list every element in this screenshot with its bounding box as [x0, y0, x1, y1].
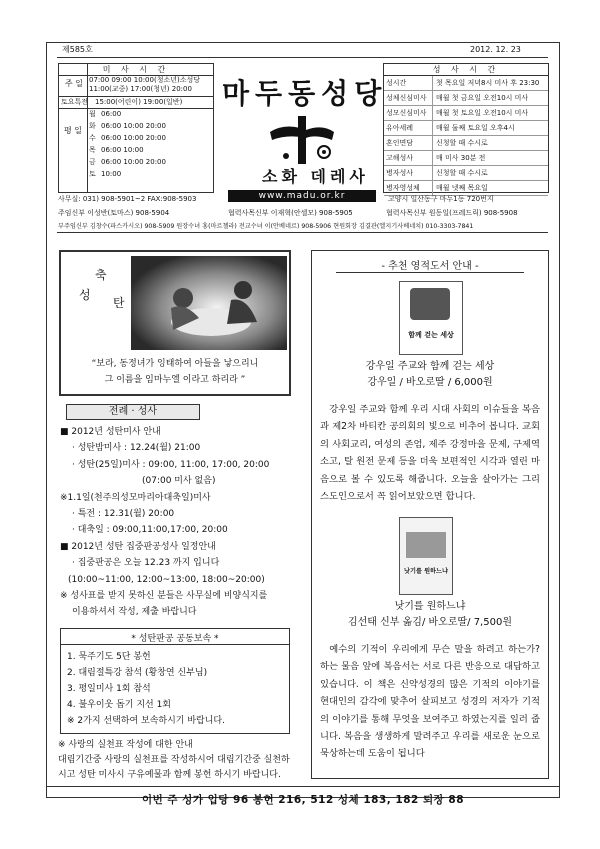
liturgy-item: ※ 성사표를 받지 못하신 분들은 사무실에 비양식지를: [60, 591, 268, 602]
weekday-list: [89, 110, 166, 182]
sacrament-value: 매월 첫 토요일 오전10시 미사: [436, 109, 529, 117]
penance-item: 1. 묵주기도 5단 봉헌: [67, 652, 151, 662]
sacrament-value: 매 미사 30분 전: [436, 154, 486, 162]
penance-item: 2. 대림절특강 참석 (황창연 신부님): [67, 668, 208, 678]
sacrament-row: [384, 181, 548, 196]
liturgy-item: · 성탄밤미사 : 12.24(월) 21:00: [72, 443, 201, 454]
sacrament-row: [384, 151, 548, 166]
sacrament-value: 신청할 때 수시로: [436, 169, 488, 177]
sacrament-label: 유아세례: [384, 121, 433, 135]
weekday-row: [89, 134, 166, 146]
sacrament-label: 성시간: [384, 76, 433, 90]
penance-item: 4. 불우이웃 돕기 지선 1회: [67, 700, 172, 710]
weekday-day: 금: [89, 158, 96, 166]
saturday-times: 15:00(어린이) 19:00(일반): [95, 98, 183, 106]
banner-quote-1: “보라, 동정녀가 잉태하여 아들을 낳으리니: [91, 359, 259, 369]
weekday-times: 06:00: [101, 110, 122, 118]
penance-title: * 성탄판공 공동보속 *: [61, 629, 289, 645]
church-subtitle: 소화 데레사: [262, 167, 369, 186]
liturgy-item: · 대축일 : 09:00,11:00,17:00, 20:00: [72, 525, 228, 536]
mass-schedule-box: [58, 63, 214, 193]
book2-cover-title: 낫기를 원하느냐: [404, 568, 448, 575]
sacrament-label: 혼인면담: [384, 136, 433, 150]
weekday-day: 목: [89, 146, 96, 154]
sacrament-value: 매월 넷째 목요일: [436, 184, 488, 192]
weekday-times: 06:00 10:00: [101, 146, 144, 154]
sacrament-row: [384, 166, 548, 181]
liturgy-title: 전례 · 성사: [66, 404, 200, 420]
penance-list: [67, 649, 225, 729]
weekday-times: 06:00 10:00 20:00: [101, 122, 166, 130]
penance-box: [60, 628, 290, 734]
note-line: 대림기간중 사랑의 실천표를 작성하시어 대림기간중 실천하: [58, 755, 290, 765]
contact-assistant-2: 협력사목신부 원동일(프레드릭) 908-5908: [386, 209, 518, 217]
sacrament-row: [384, 106, 548, 121]
issue-date: 2012. 12. 23: [470, 45, 521, 54]
header-rule: [57, 57, 548, 58]
book-box: [311, 250, 549, 779]
contact-line-2: 부주임신부 김창수(파스카시오) 908-5909 원장수녀 홍(마르첼라) 전교수녀 이(안베네르) 908-5906 현원회장 김결관(엘지기사베네치) 010-3303-7841: [58, 223, 474, 230]
weekday-row: [89, 122, 166, 134]
penance-item: 3. 평일미사 1회 참석: [67, 684, 151, 694]
weekday-row: [89, 170, 166, 182]
book2-art-icon: [406, 532, 446, 558]
liturgy-item: (10:00~11:00, 12:00~13:00, 18:00~20:00): [68, 574, 265, 585]
contacts-rule: [57, 232, 548, 233]
penance-item: ※ 2가지 선택하여 보속하시기 바랍니다.: [67, 716, 225, 726]
note-list: [58, 738, 290, 783]
book1-photo-icon: [410, 288, 450, 320]
book1-description: 강우일 주교와 함께 우리 시대 사회의 이슈들을 복음과 제2차 바티칸 공의회의 빛으로 비추어 봅니다. 교회의 사회교리, 여성의 존엄, 제주 강정마을 문제, 구제역 소고, 탈 원전 문제 등을 더욱 보편적인 시각과 열린 마음으로 볼 수 있도록 해줍니다. 오늘을 살아가는 그리스도인으로서 꼭 읽어보았으면 합니다.: [320, 404, 540, 503]
liturgy-item: (07:00 미사 없음): [142, 476, 216, 487]
issue-number: 제585호: [62, 45, 93, 54]
liturgy-item: ■ 2012년 성탄미사 안내: [60, 427, 161, 437]
sacrament-label: 성체신심미사: [384, 91, 433, 105]
cross-logo-icon: [266, 110, 336, 166]
liturgy-list: [60, 424, 269, 621]
weekday-day: 수: [89, 134, 96, 142]
sacrament-value: 첫 목요일 저녁8시 미사 후 23:30: [436, 79, 540, 87]
church-name: 마두동성당: [222, 77, 388, 110]
sacrament-box: [383, 63, 549, 193]
sunday-label: 주 일: [65, 79, 83, 88]
christmas-banner: [59, 250, 291, 396]
saturday-label: 토요특전: [61, 98, 89, 106]
sacrament-row: [384, 121, 548, 136]
sacrament-title: 성 사 시 간: [384, 64, 548, 76]
office-phone: 사무실: 031) 908-5901~2 FAX:908-5903: [58, 195, 197, 203]
book1-author: 강우일 / 바오로딸 / 6,000원: [367, 377, 493, 388]
sunday-times: 07:00 09:00 10:00(청소년)소성당 11:00(교중) 17:00(청년) 20:00: [89, 76, 201, 93]
liturgy-item: ※1.1일(천주의성모마리아대축일)미사: [60, 492, 211, 503]
note-line: ※ 사랑의 실천표 작성에 대한 안내: [58, 740, 193, 750]
sacrament-label: 성모신심미사: [384, 106, 433, 120]
sacrament-row: [384, 136, 548, 151]
banner-char-3: 축: [95, 268, 107, 282]
liturgy-item: · 성탄(25일)미사 : 09:00, 11:00, 17:00, 20:00: [72, 459, 270, 470]
church-address: 고양시 일산동구 마두1동 720번지: [388, 195, 494, 203]
sacrament-row: [384, 91, 548, 106]
website-link[interactable]: www.madu.or.kr: [228, 190, 376, 202]
liturgy-item: · 집중판공은 오늘 12.23 까지 입니다: [72, 558, 220, 569]
note-line: 시고 성탄 미사시 구유예물과 함께 봉헌 하시기 바랍니다.: [58, 770, 281, 780]
weekday-row: [89, 110, 166, 122]
book2-author: 김선태 신부 옮김/ 바오로딸/ 7,500원: [347, 617, 512, 628]
book2-title: 낫기를 원하느냐: [394, 601, 466, 612]
sacrament-value: 매월 둘째 토요일 오후4시: [436, 124, 515, 132]
banner-quote-2: 그 이름을 임마누엘 이라고 하리라 ”: [104, 375, 246, 385]
book2-description: 예수의 기적이 우리에게 무슨 말을 하려고 하는가? 하는 물음 앞에 복음서는 서로 다른 반응으로 대답하고 있습니다. 이 책은 신약성경의 많은 기적의 이야기를 현대인의 감각에 맞추어 살피보고 성경의 저자가 기적의 이야기를 통해 무엇을 보여주고 하였는지를 일러 줍니다. 복음을 생생하게 말려주고 우리를 새로운 눈으로 묵상하는데 도움이 됩니다: [320, 644, 540, 760]
book1-cover-title: 함께 걷는 세상: [408, 331, 454, 339]
weekday-times: 06:00 10:00 20:00: [101, 158, 166, 166]
book-box-title: - 추천 영적도서 안내 -: [381, 261, 479, 272]
sacrament-value: 신청할 때 수시로: [436, 139, 488, 147]
sacrament-label: 병자성사: [384, 166, 433, 180]
weekday-day: 화: [89, 122, 96, 130]
weekday-label: 평 일: [64, 126, 82, 135]
weekday-day: 월: [89, 110, 96, 118]
sacrament-label: 고해성사: [384, 151, 433, 165]
sacrament-row: [384, 76, 548, 91]
contact-assistant-1: 협력사목신부 이재혁(안셀모) 908-5905: [228, 209, 353, 217]
liturgy-item: · 특전 : 12.31(월) 20:00: [72, 509, 175, 520]
weekday-day: 토: [89, 170, 96, 178]
contact-pastor: 주임신부 이성반(토마스) 908-5904: [58, 209, 170, 217]
book1-title: 강우일 주교와 함께 걷는 세상: [365, 361, 495, 372]
weekday-row: [89, 158, 166, 170]
sacrament-list: [384, 76, 548, 196]
liturgy-item: 이용하셔서 작성, 제출 바랍니다: [72, 607, 197, 618]
weekday-times: 06:00 10:00 20:00: [101, 134, 166, 142]
liturgy-item: ■ 2012년 성탄 집중판공성사 일정안내: [60, 541, 216, 552]
book1-cover: [399, 281, 463, 355]
mass-schedule-title: 미 사 시 간: [59, 64, 213, 76]
hymn-footer: 이번 주 성가 입당 96 봉헌 216, 512 성체 183, 182 퇴장 88: [141, 794, 465, 806]
book2-cover: [399, 517, 453, 595]
banner-char-1: 성: [79, 288, 91, 302]
banner-char-2: 탄: [113, 296, 125, 310]
sacrament-value: 매월 첫 금요일 오전10시 미사: [436, 94, 529, 102]
weekday-row: [89, 146, 166, 158]
weekday-times: 10:00: [101, 170, 122, 178]
sacrament-label: 병자영성체: [384, 181, 433, 195]
